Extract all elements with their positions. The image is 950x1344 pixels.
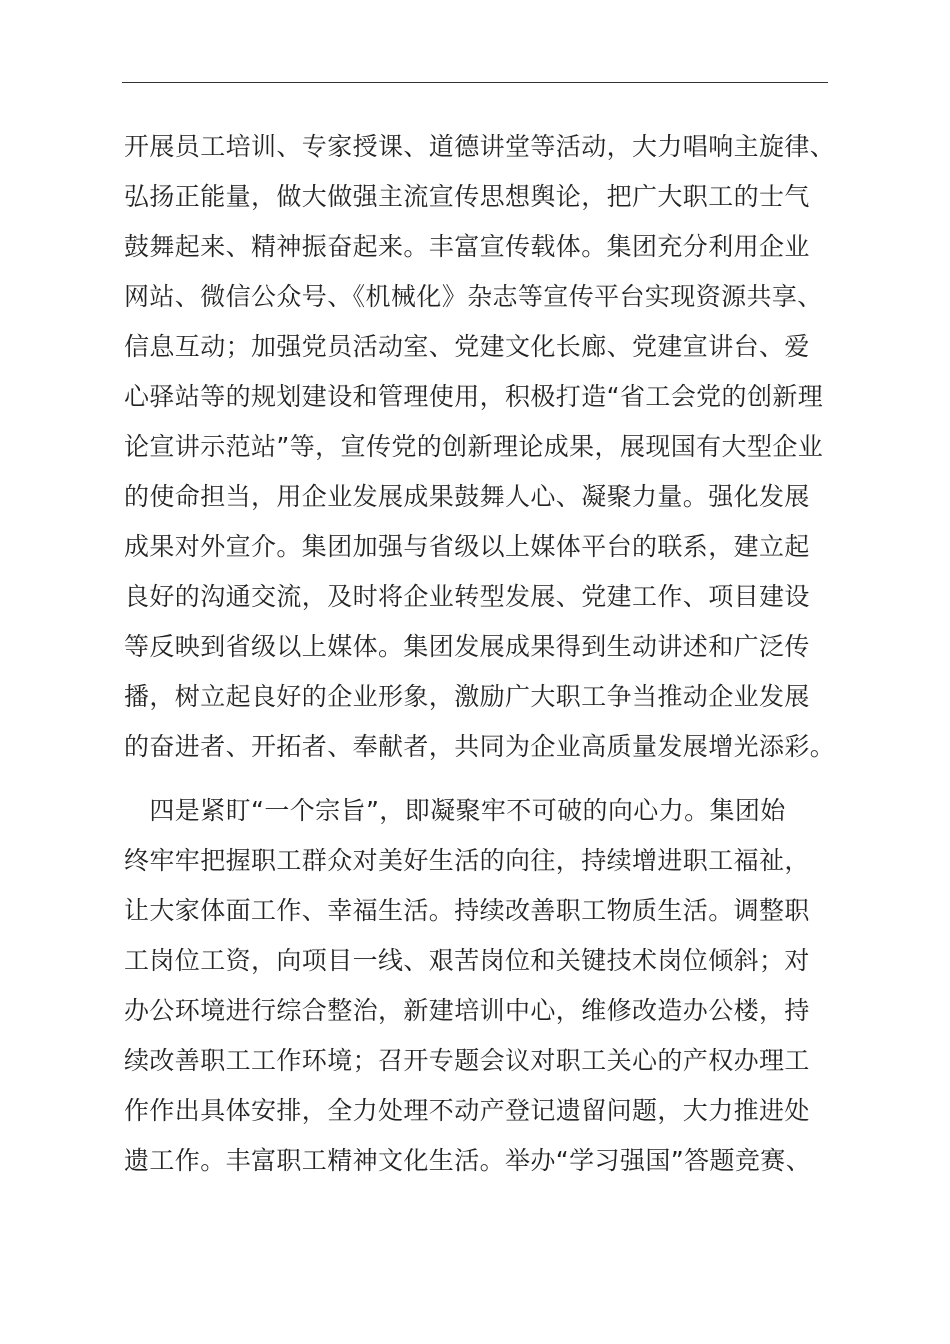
text-line: 成果对外宣介。集团加强与省级以上媒体平台的联系，建立起 <box>124 532 810 561</box>
document-body <box>124 122 836 1186</box>
text-line: 开展员工培训、专家授课、道德讲堂等活动，大力唱响主旋律、 <box>124 132 836 161</box>
paragraph-2 <box>124 786 836 1186</box>
text-line: 弘扬正能量，做大做强主流宣传思想舆论，把广大职工的士气 <box>124 182 810 211</box>
text-line: 网站、微信公众号、《机械化》杂志等宣传平台实现资源共享、 <box>124 282 823 311</box>
text-line: 论宣讲示范站”等，宣传党的创新理论成果，展现国有大型企业 <box>124 432 824 461</box>
paragraph-1 <box>124 122 836 772</box>
text-line: 良好的沟通交流，及时将企业转型发展、党建工作、项目建设 <box>124 582 810 611</box>
text-line: 让大家体面工作、幸福生活。持续改善职工物质生活。调整职 <box>124 896 810 925</box>
text-line: 心驿站等的规划建设和管理使用，积极打造“省工会党的创新理 <box>124 382 824 411</box>
text-line: 办公环境进行综合整治，新建培训中心，维修改造办公楼，持 <box>124 996 810 1025</box>
paragraph-spacer <box>124 772 836 786</box>
text-line: 工岗位工资，向项目一线、艰苦岗位和关键技术岗位倾斜；对 <box>124 946 810 975</box>
text-line: 四是紧盯“一个宗旨”，即凝聚牢不可破的向心力。集团始 <box>124 796 786 825</box>
text-line: 作作出具体安排，全力处理不动产登记遗留问题，大力推进处 <box>124 1096 810 1125</box>
text-line: 遗工作。丰富职工精神文化生活。举办“学习强国”答题竞赛、 <box>124 1146 812 1175</box>
text-line: 播，树立起良好的企业形象，激励广大职工争当推动企业发展 <box>124 682 810 711</box>
text-line: 的使命担当，用企业发展成果鼓舞人心、凝聚力量。强化发展 <box>124 482 810 511</box>
text-line: 的奋进者、开拓者、奉献者，共同为企业高质量发展增光添彩。 <box>124 732 836 761</box>
text-line: 终牢牢把握职工群众对美好生活的向往，持续增进职工福祉， <box>124 846 810 875</box>
text-line: 续改善职工工作环境；召开专题会议对职工关心的产权办理工 <box>124 1046 810 1075</box>
text-line: 鼓舞起来、精神振奋起来。丰富宣传载体。集团充分利用企业 <box>124 232 810 261</box>
header-rule <box>122 82 828 83</box>
text-line: 等反映到省级以上媒体。集团发展成果得到生动讲述和广泛传 <box>124 632 810 661</box>
text-line: 信息互动；加强党员活动室、党建文化长廊、党建宣讲台、爱 <box>124 332 810 361</box>
